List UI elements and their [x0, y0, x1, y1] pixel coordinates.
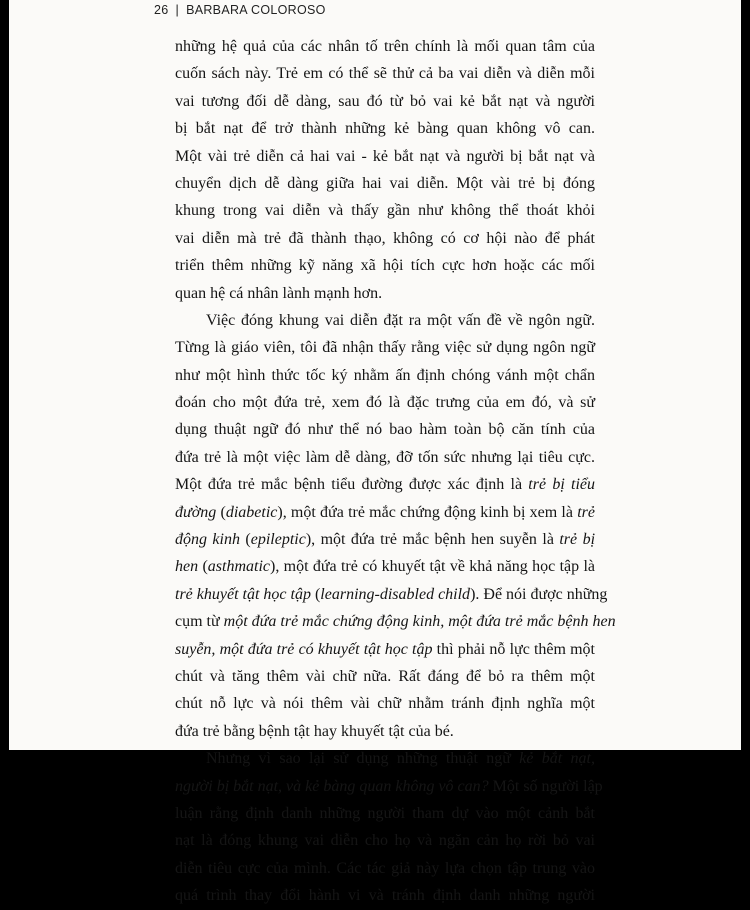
- text-run: khung trong vai diễn và thấy gần như không thể thoát khỏi: [175, 202, 595, 220]
- text-run: đứa trẻ bằng bệnh tật hay khuyết tật của bé.: [175, 722, 454, 740]
- text-run: ), một đứa trẻ mắc bệnh hen suyễn là: [305, 531, 560, 549]
- text-line: [175, 499, 595, 526]
- running-header: [154, 3, 326, 17]
- text-run: chút nỗ lực và nói thêm vài chữ nhằm tránh định nghĩa một: [175, 695, 595, 713]
- text-run: quan hệ cá nhân lành mạnh hơn.: [175, 284, 383, 302]
- text-line: [175, 636, 595, 663]
- text-run: những hệ quả của các nhân tố trên chính là mối quan tâm của: [175, 38, 595, 55]
- text-line: [175, 745, 595, 772]
- text-run: chuyển dịch dễ dàng giữa hai vai diễn. Một vài trẻ bị đóng: [175, 174, 595, 192]
- text-run: thì phải nỗ lực thêm một: [432, 640, 595, 658]
- text-run: Từng là giáo viên, tôi đã nhận thấy rằng việc sử dụng ngôn ngữ: [175, 339, 595, 357]
- text-run: vai tương đối dễ dàng, sau đó từ bỏ vai kẻ bắt nạt và người: [175, 92, 595, 110]
- text-line: [175, 581, 608, 608]
- text-line: [175, 88, 595, 115]
- text-run: nạt là đóng khung vai diễn cho họ và ngăn cản họ rời bỏ vai: [175, 832, 595, 850]
- text-line: [175, 60, 595, 87]
- paragraph: [175, 307, 616, 745]
- italic-run: kẻ bắt nạt,: [519, 750, 595, 768]
- text-run: đứa trẻ là một việc làm dễ dàng, đỡ tốn sức nhưng lại tiêu cực.: [175, 448, 595, 466]
- text-run: diễn tiêu cực của mình. Các tác giả này lựa chọn tập trung vào: [175, 859, 595, 877]
- author-name: BARBARA COLOROSO: [186, 3, 326, 17]
- text-run: (: [310, 585, 321, 603]
- text-run: bị bắt nạt để trở thành những kẻ bàng quan không vô can.: [175, 120, 595, 138]
- text-run: (: [239, 531, 251, 549]
- text-run: (: [198, 558, 208, 576]
- text-run: quá trình thay đổi hành vi và tránh định danh những người: [175, 887, 595, 905]
- body-text: [175, 33, 616, 910]
- text-line: [175, 307, 595, 334]
- text-run: Một số người lập: [488, 777, 603, 795]
- text-line: [175, 690, 595, 717]
- text-line: [175, 718, 595, 745]
- text-run: ), một đứa trẻ có khuyết tật về khả năng học tập là: [270, 558, 596, 576]
- italic-run: động kinh: [175, 531, 240, 549]
- text-line: [175, 252, 595, 279]
- text-line: [175, 526, 595, 553]
- italic-run: trẻ bị: [559, 531, 596, 549]
- text-run: như một hình thức tốc ký nhằm ấn định chóng vánh một chẩn: [175, 366, 595, 384]
- text-run: ). Để nói được những: [470, 585, 608, 603]
- text-run: Một đứa trẻ mắc bệnh tiểu đường được xác định là: [175, 476, 529, 494]
- text-line: [175, 143, 595, 170]
- text-run: triển thêm những kỹ năng xã hội tích cực hơn hoặc các mối: [175, 257, 595, 275]
- text-line: [175, 416, 595, 443]
- paragraph: [175, 33, 595, 307]
- text-line: [175, 362, 595, 389]
- text-run: dụng thuật ngữ đó như thể nó bao hàm toàn bộ căn tính của: [175, 421, 595, 439]
- text-line: [175, 663, 595, 690]
- text-line: [175, 225, 595, 252]
- text-line: [175, 608, 616, 635]
- header-separator: |: [175, 3, 180, 17]
- italic-run: diabetic: [225, 503, 278, 521]
- text-line: [175, 827, 595, 854]
- text-run: cuốn sách này. Trẻ em có thể sẽ thử cả ba vai diễn và diễn mỗi: [175, 65, 595, 83]
- italic-run: trẻ: [577, 503, 595, 521]
- italic-run: trẻ khuyết tật học tập: [175, 585, 311, 603]
- text-run: ), một đứa trẻ mắc chứng động kinh bị xem là: [277, 503, 578, 521]
- italic-run: đường: [175, 503, 217, 521]
- paragraph: [175, 745, 603, 909]
- text-line: [175, 197, 595, 224]
- italic-run: epileptic: [250, 531, 306, 549]
- text-run: chút và tăng thêm vài chữ nữa. Rất đáng để bỏ ra thêm một: [175, 667, 595, 685]
- text-line: [175, 389, 595, 416]
- text-run: đoán cho một đứa trẻ, xem đó là đặc trưng của em đó, và sử: [175, 394, 595, 412]
- italic-run: learning-disabled child: [320, 585, 471, 603]
- text-run: luận rằng định danh những người tham dự vào một cảnh bắt: [175, 804, 595, 822]
- italic-run: một đứa trẻ mắc chứng động kinh, một đứa trẻ mắc bệnh hen: [223, 613, 616, 631]
- text-line: [175, 280, 595, 307]
- text-line: [175, 170, 595, 197]
- italic-run: asthmatic: [207, 558, 270, 576]
- page-number: 26: [154, 3, 169, 17]
- text-run: vai diễn mà trẻ đã thành thạo, không có cơ hội nào để phát: [175, 229, 595, 247]
- text-line: [175, 800, 595, 827]
- text-line: [175, 115, 595, 142]
- text-line: [175, 855, 595, 882]
- italic-run: suyễn, một đứa trẻ có khuyết tật học tập: [175, 640, 433, 658]
- text-run: Việc đóng khung vai diễn đặt ra một vấn đề về ngôn ngữ.: [206, 311, 595, 329]
- text-line: [175, 471, 595, 498]
- text-line: [175, 33, 595, 60]
- text-line: [175, 444, 595, 471]
- text-run: (: [216, 503, 226, 521]
- text-line: [175, 882, 595, 909]
- text-run: Một vài trẻ diễn cả hai vai - kẻ bắt nạt và người bị bắt nạt và: [175, 147, 595, 165]
- text-run: Nhưng vì sao lại sử dụng những thuật ngữ: [206, 750, 520, 768]
- text-line: [175, 773, 603, 800]
- italic-run: người bị bắt nạt, và kẻ bàng quan không vô can?: [175, 777, 489, 795]
- text-run: cụm từ: [175, 613, 224, 631]
- italic-run: trẻ bị tiểu: [528, 476, 595, 494]
- text-line: [175, 553, 595, 580]
- book-page: [9, 0, 741, 905]
- text-line: [175, 334, 595, 361]
- italic-run: hen: [175, 558, 199, 576]
